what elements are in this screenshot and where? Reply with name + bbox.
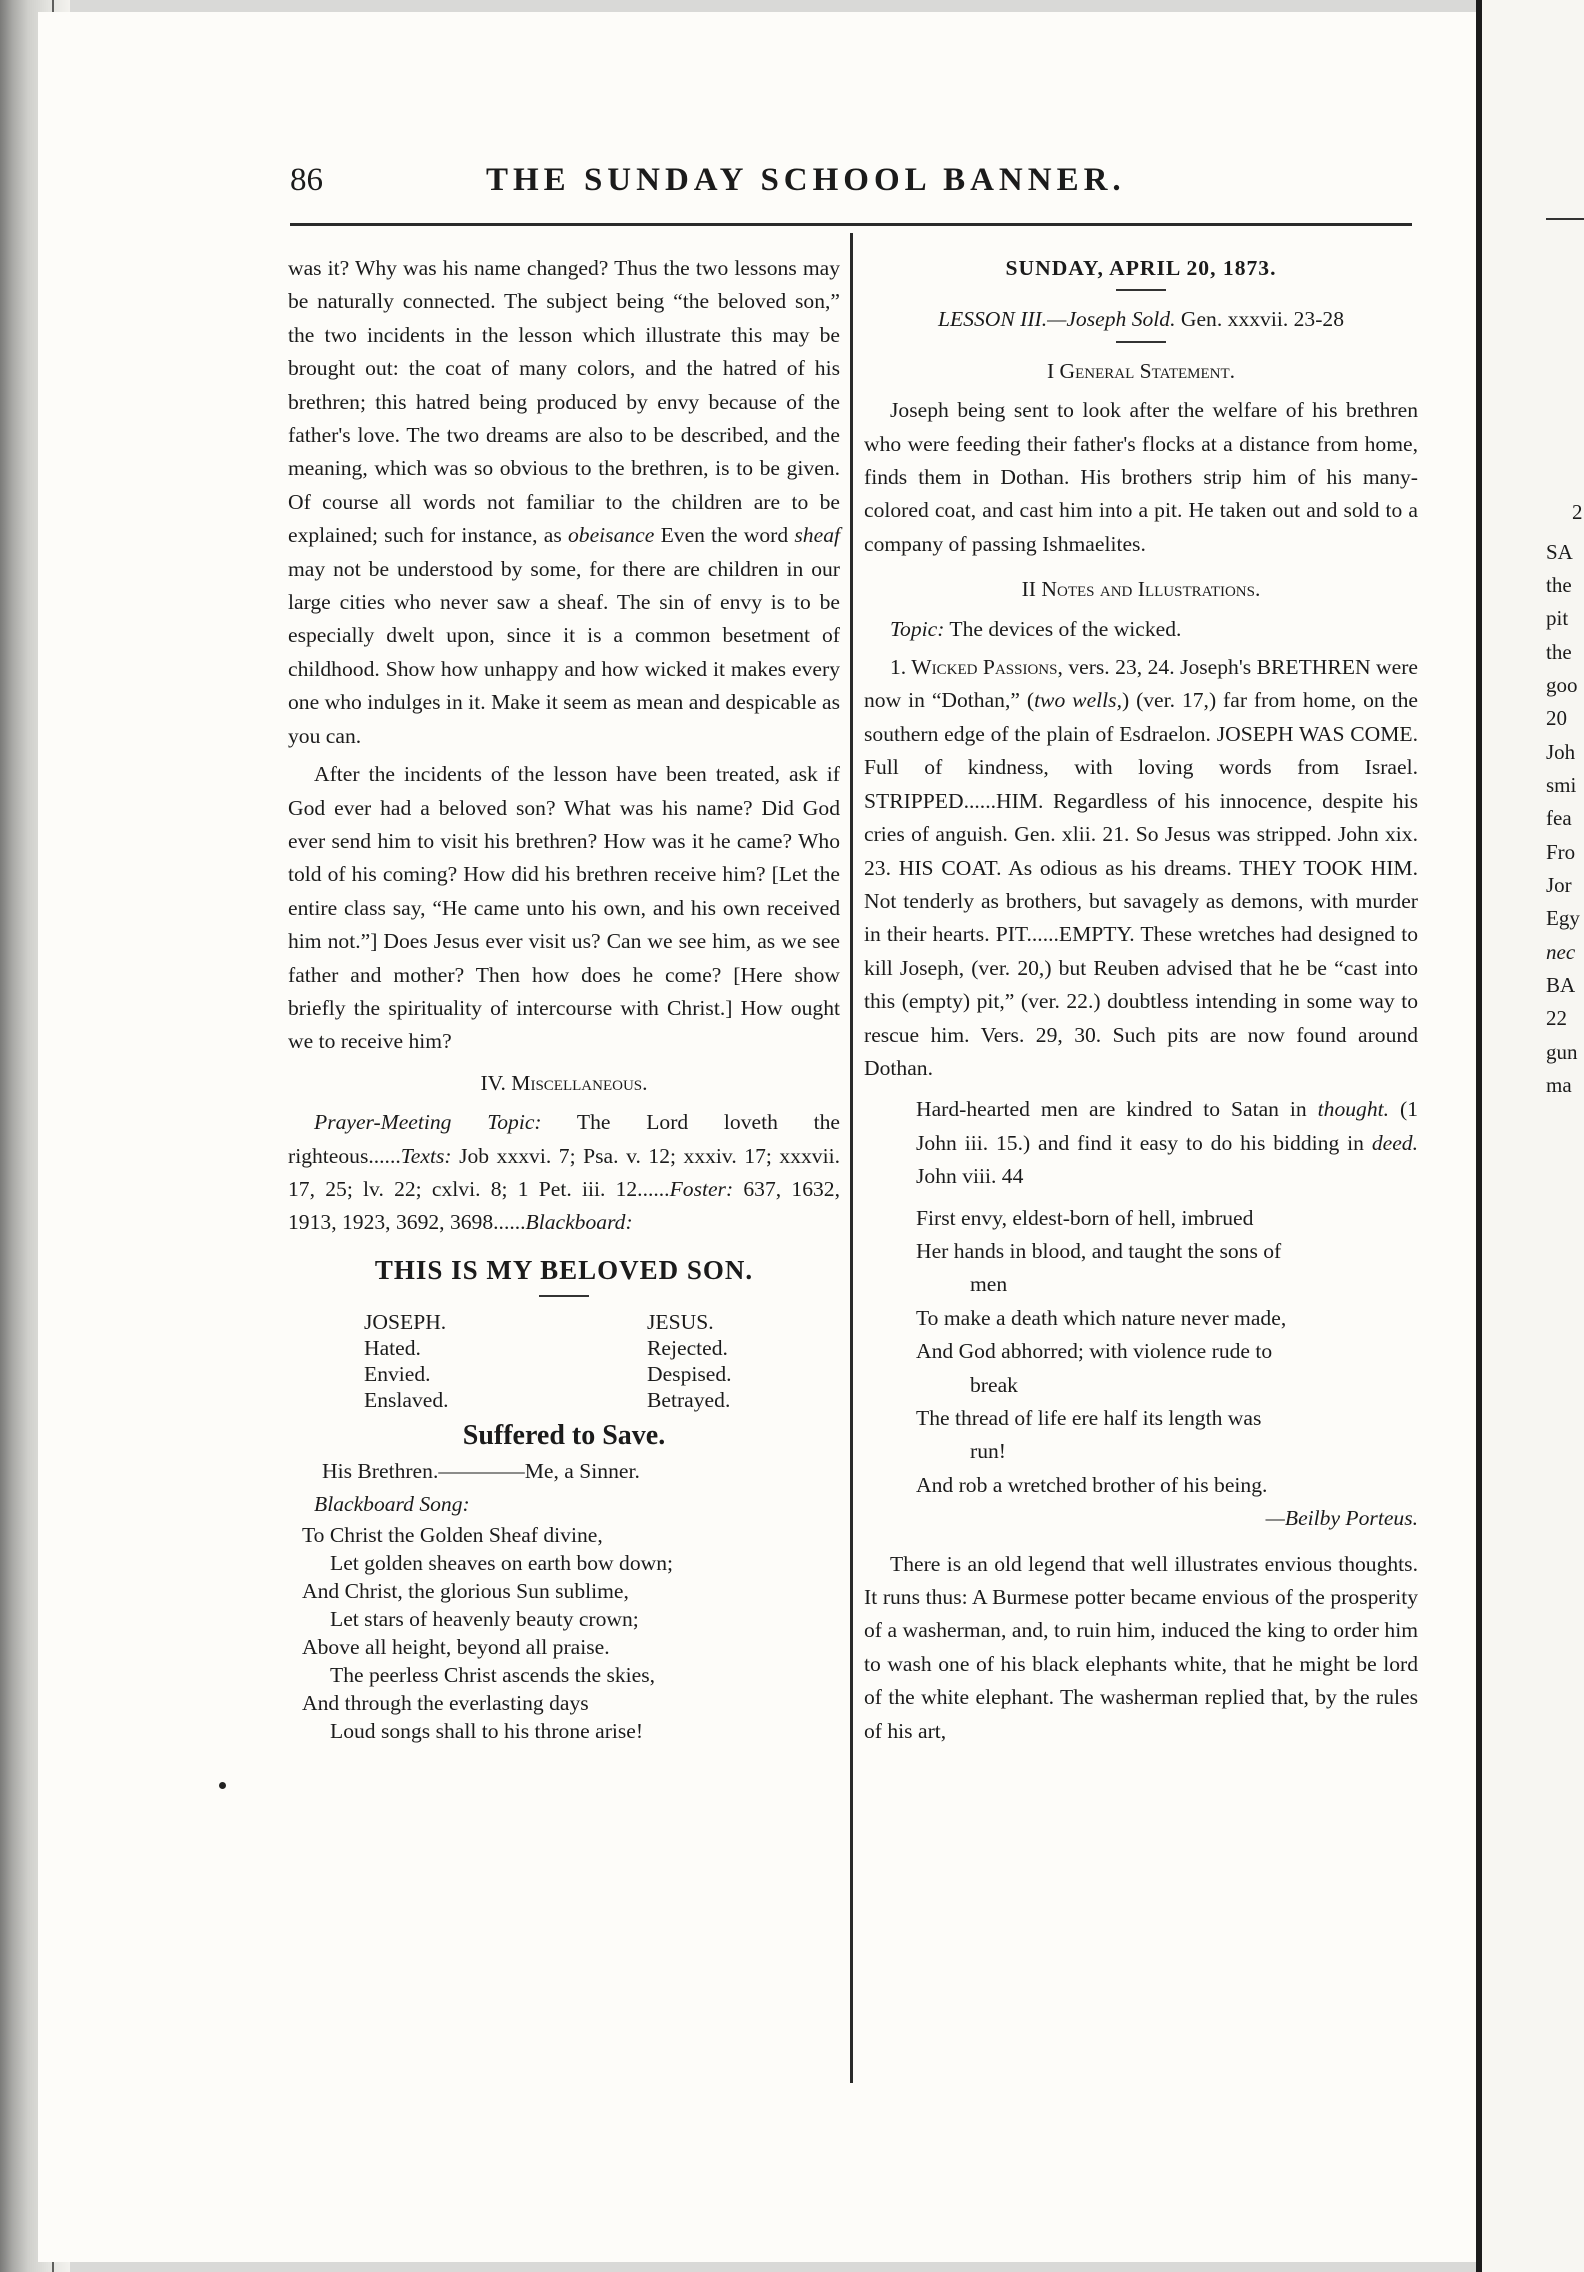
poem-line: Her hands in blood, and taught the sons of: [916, 1238, 1282, 1263]
left-column: [288, 252, 840, 1745]
song-line: And through the everlasting days: [302, 1691, 589, 1716]
section-heading: IV. Miscellaneous.: [480, 1070, 648, 1095]
margin-mark: [219, 1782, 226, 1789]
adjacent-word: pit: [1546, 606, 1569, 630]
section-heading: II Notes and Illustrations.: [1021, 577, 1261, 602]
song-line: To Christ the Golden Sheaf divine,: [302, 1523, 603, 1548]
publication-title: THE SUNDAY SCHOOL BANNER.: [486, 162, 1126, 198]
poem-line: men: [970, 1272, 1008, 1297]
comparison-columns: [364, 1309, 840, 1413]
comparison-item: Envied.: [364, 1362, 431, 1387]
adjacent-word: gun: [1546, 1040, 1578, 1064]
song-line: Above all height, beyond all praise.: [302, 1635, 610, 1660]
adjacent-word: Jor: [1546, 873, 1572, 897]
adjacent-word: nec: [1546, 940, 1576, 964]
right-column: [864, 252, 1418, 1748]
topic-line: Topic: The devices of the wicked.: [890, 616, 1182, 641]
comparison-item: Betrayed.: [647, 1388, 731, 1413]
adjacent-word: goo: [1546, 673, 1578, 697]
short-rule: [1116, 341, 1166, 343]
running-header: [290, 160, 1220, 204]
paragraph: Hard-hearted men are kindred to Satan in thought. (1 John iii. 15.) and find it easy to do his bidding in deed. John viii. 44: [916, 1097, 1419, 1189]
poem-line: First envy, eldest-born of hell, imbrued: [916, 1205, 1254, 1230]
short-rule: [1116, 289, 1166, 291]
paragraph: Joseph being sent to look after the welfare of his brethren who were feeding their father's flocks at a distance from home, finds them in Dothan. His brothers strip him of his many-colored coat, and cast him into a pit. He taken out and sold to a company of passing Ishmaelites.: [864, 398, 1418, 556]
adjacent-word: Joh: [1546, 740, 1576, 764]
poem: [916, 1202, 1418, 1536]
adjacent-word: the: [1546, 573, 1572, 597]
short-rule: [539, 1295, 589, 1297]
lesson-date: SUNDAY, APRIL 20, 1873.: [1005, 256, 1277, 280]
adjacent-word: ma: [1546, 1073, 1572, 1097]
adjacent-word: Fro: [1546, 840, 1576, 864]
paragraph: After the incidents of the lesson have been treated, ask if God ever had a beloved son? What was his name? Did God ever send him to visit his brethren? How was it he came? Who told of his coming? How did his brethren receive him? [Let the entire class say, “He came unto his own, and his own received him not.”] Does Jesus ever visit us? Can we see him, as we see father and mother? Then how does he come? [Here show briefly the spirituality of intercourse with Christ.] How ought we to receive him?: [288, 762, 840, 1054]
joseph-column: [364, 1309, 647, 1413]
column-divider: [850, 233, 853, 2083]
blackboard-song: [302, 1521, 840, 1745]
adjacent-word: 22: [1546, 1006, 1567, 1030]
paragraph: was it? Why was his name changed? Thus the two lessons may be naturally connected. The subject being “the beloved son,” the two incidents in the lesson which illustrate this may be brought out: the coat of many colors, and the hatred of his brethren; this hatred being produced by envy because of the father's love. The two dreams are also to be described, and the meaning, which was so obvious to the brethren, is to be given. Of course all words not familiar to the children are to be explained; such for instance, as obeisance Even the word sheaf may not be understood by some, for there are children in our large cities who never saw a sheaf. The sin of envy is to be especially dwelt upon, since it is a common besetment of childhood. Show how unhappy and how wicked it makes every one who indulges in it. Make it seem as mean and despicable as you can.: [288, 256, 840, 748]
song-label: Blackboard Song:: [314, 1492, 470, 1516]
adjacent-word: 20: [1546, 706, 1567, 730]
comparison-item: Rejected.: [647, 1336, 728, 1361]
adjacent-word: smi: [1546, 773, 1577, 797]
comparison-item: Enslaved.: [364, 1388, 449, 1413]
adjacent-word: BA: [1546, 973, 1576, 997]
song-line: Let stars of heavenly beauty crown;: [330, 1607, 639, 1632]
adjacent-page-rule: [1546, 218, 1584, 220]
poem-line: run!: [970, 1439, 1006, 1464]
brethren-line: His Brethren.————Me, a Sinner.: [322, 1458, 640, 1483]
header-rule: [290, 223, 1412, 226]
poem-line: And rob a wretched brother of his being.: [916, 1472, 1268, 1497]
section-heading: I General Statement.: [1046, 358, 1236, 383]
jesus-column: [647, 1309, 732, 1413]
poem-line: And God abhorred; with violence rude to: [916, 1339, 1273, 1364]
adjacent-word: Egy: [1546, 906, 1580, 930]
song-line: Loud songs shall to his throne arise!: [330, 1719, 644, 1744]
comparison-item: JOSEPH.: [364, 1310, 447, 1335]
suffered-heading: Suffered to Save.: [462, 1420, 666, 1452]
poem-line: The thread of life ere half its length was: [916, 1406, 1262, 1430]
adjacent-word: fea: [1546, 806, 1572, 830]
poem-line: break: [970, 1372, 1018, 1397]
song-line: Let golden sheaves on earth bow down;: [330, 1551, 674, 1576]
song-line: The peerless Christ ascends the skies,: [330, 1663, 656, 1688]
song-line: And Christ, the glorious Sun sublime,: [302, 1579, 629, 1604]
poem-attribution: —Beilby Porteus.: [1265, 1506, 1418, 1531]
lesson-title: LESSON III.—Joseph Sold. Gen. xxxvii. 23-28: [937, 307, 1345, 332]
adjacent-word: the: [1546, 640, 1572, 664]
prayer-meeting-topic: Prayer-Meeting Topic: The Lord loveth the righteous......Texts: Job xxxvi. 7; Psa. v. 12; xxxiv. 17; xxxvii. 17, 25; lv. 22; cxlvi. 8; 1 Pet. iii. 12......Foster: 637, 1632, 1913, 1923, 3692, 3698......Blackboard:: [288, 1110, 840, 1235]
page-number: 86: [290, 162, 323, 198]
adjacent-word: SA: [1546, 540, 1573, 564]
paragraph: There is an old legend that well illustrates envious thoughts. It runs thus: A Burmese potter became envious of the prosperity of a washerman, and, to ruin him, induced the king to order him to wash one of his black elephants white, that he might be lord of the white elephant. The washerman replied that, by the rules of his art,: [864, 1551, 1418, 1743]
poem-line: To make a death which nature never made,: [916, 1305, 1287, 1330]
comparison-item: Hated.: [364, 1336, 421, 1361]
adjacent-word: 2: [1572, 500, 1583, 524]
comparison-item: JESUS.: [647, 1310, 714, 1335]
blackboard-title: THIS IS MY BELOVED SON.: [374, 1254, 754, 1285]
comparison-item: Despised.: [647, 1362, 732, 1387]
adjacent-page-fragment: [1482, 0, 1584, 2272]
paragraph: 1. Wicked Passions, vers. 23, 24. Joseph's BRETHREN were now in “Dothan,” (two wells,) (ver. 17,) far from home, on the southern edge of the plain of Esdraelon. JOSEPH WAS COME. Full of kindness, with loving words from Israel. STRIPPED......HIM. Regardless of his innocence, despite his cries of anguish. Gen. xlii. 21. So Jesus was stripped. John xix. 23. HIS COAT. As odious as his dreams. THEY TOOK HIM. Not tenderly as brothers, but savagely as demons, with murder in their hearts. PIT......EMPTY. These wretches had designed to kill Joseph, (ver. 20,) but Reuben advised that he be “cast into this (empty) pit,” (ver. 22.) doubtless intending in some way to rescue him. Vers. 29, 30. Such pits are now found around Dothan.: [864, 655, 1418, 1080]
